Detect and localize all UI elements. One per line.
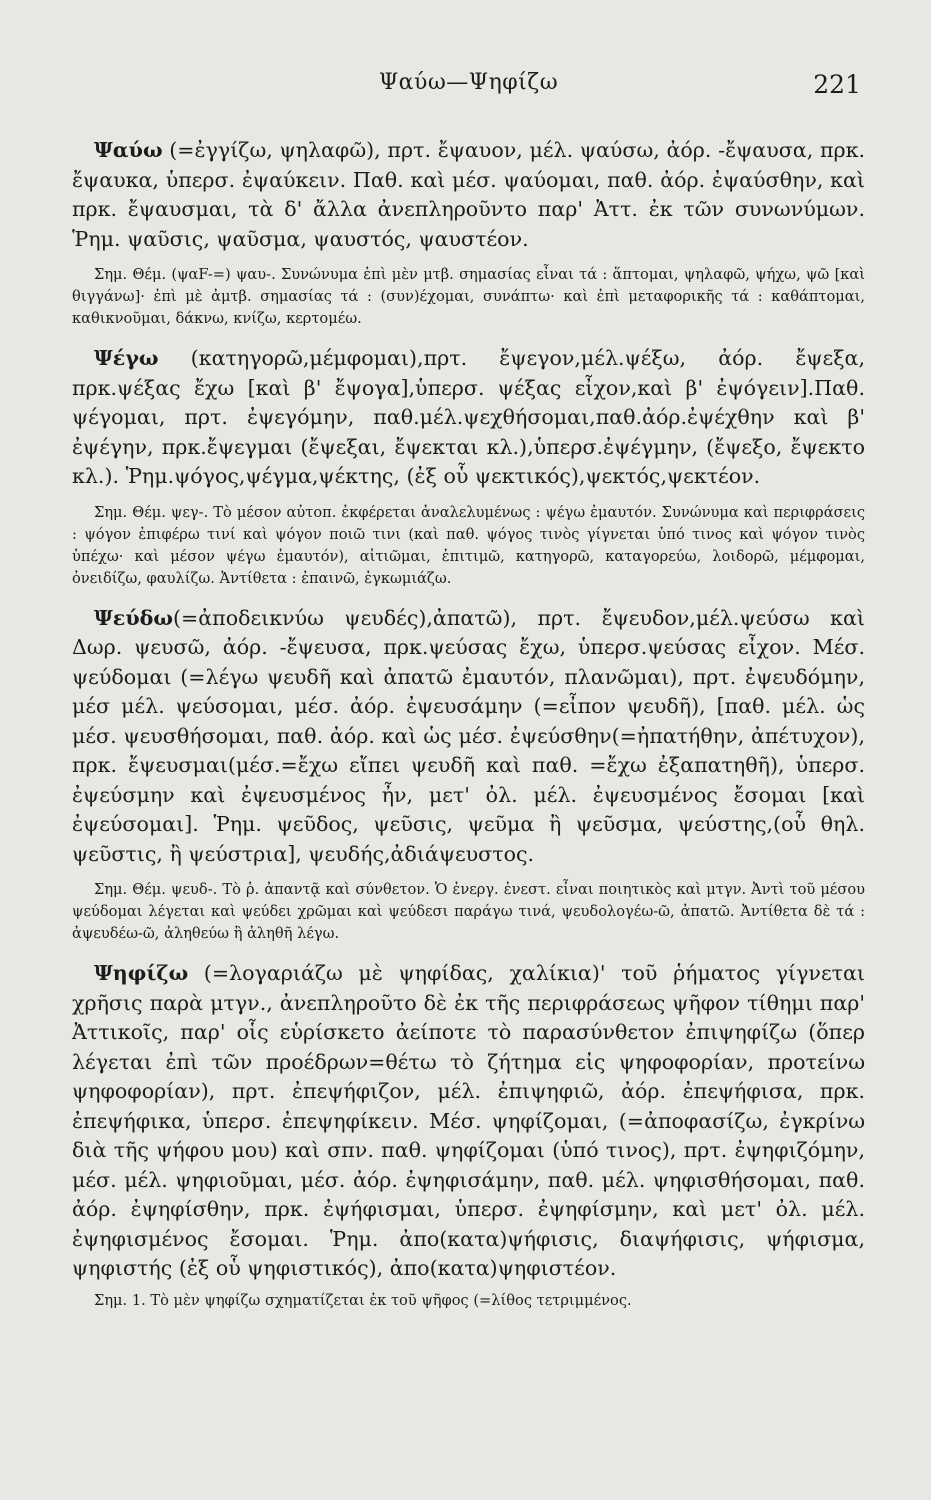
- note-pseudo: Σημ. Θέμ. ψευδ-. Τὸ ῥ. ἀπαντᾷ καὶ σύνθετον. Ὁ ἐνεργ. ἐνεστ. εἶναι ποιητικὸς καὶ μτγν. Ἀντὶ τοῦ μέσου ψεύδομαι λέγεται καὶ ψεύδει χρῶμαι καὶ ψεύδεσι παράγω τινά, ψευδολογέω-ῶ, ἀπατῶ. Ἀντίθετα δὲ τά : ἀψευδέω-ῶ, ἀληθεύω ἢ ἀληθῆ λέγω.: [72, 881, 865, 942]
- entry-psephizo: [72, 959, 865, 1284]
- note-psephizo: Σημ. 1. Τὸ μὲν ψηφίζω σχηματίζεται ἐκ τοῦ ψῆφος (=λίθος τετριμμένος.: [94, 1291, 632, 1309]
- entry-lemma: Ψεύδω: [94, 605, 173, 630]
- note-psauo: Σημ. Θέμ. (ψαF-=) ψαυ-. Συνώνυμα ἐπὶ μὲν μτβ. σημασίας εἶναι τά : ἅπτομαι, ψηλαφῶ, ψήχω, ψῶ [καὶ θιγγάνω]· ἐπὶ μὲ ἀμτβ. σημασίας τά : (συν)έχομαι, συνάπτω· καὶ ἐπὶ μεταφορικῆς τά : καθάπτομαι, καθικνοῦμαι, δάκνω, κνίζω, κερτομέω.: [72, 266, 865, 327]
- running-title: Ψαύω—Ψηφίζω: [378, 70, 559, 95]
- entry-lemma: Ψαύω: [94, 138, 163, 162]
- page-header: [72, 70, 865, 110]
- page-number: 221: [813, 70, 861, 99]
- entry-text: (=λογαριάζω μὲ ψηφίδας, χαλίκια)' τοῦ ῥήματος γίγνεται χρῆσις παρὰ μτγν., ἀνεπληροῦτο δὲ ἐκ τῆς περιφράσεως ψῆφον τίθημι παρ' Ἀττικοῖς, παρ' οἷς εὑρίσκετο ἀείποτε τὸ παρασύνθετον ἐπιψηφίζω (ὅπερ λέγεται ἐπὶ τῶν προέδρων=θέτω τὸ ζήτημα εἰς ψηφοφορίαν, προτείνω ψηφοφορίαν), πρτ. ἐπεψήφιζον, μέλ. ἐπιψηφιῶ, ἀόρ. ἐπεψήφισα, πρκ. ἐπεψήφικα, ὑπερσ. ἐπεψηφίκειν. Μέσ. ψηφίζομαι, (=ἀποφασίζω, ἐγκρίνω διὰ τῆς ψήφου μου) καὶ σπν. παθ. ψηφίζομαι (ὑπό τινος), πρτ. ἐψηφιζόμην, μέσ. μέλ. ψηφιοῦμαι, μέσ. ἀόρ. ἐψηφισάμην, παθ. μέλ. ψηφισθήσομαι, παθ. ἀόρ. ἐψηφίσθην, πρκ. ἐψήφισμαι, ὑπερσ. ἐψηφίσμην, καὶ μετ' ὀλ. μέλ. ἐψηφισμένος ἔσομαι. Ῥημ. ἀπο(κατα)ψήφισις, διαψήφισις, ψήφισμα, ψηφιστής (ἐξ οὗ ψηφιστικός), ἀπο(κατα)ψηφιστέον.: [72, 961, 865, 1280]
- entry-pseudo: [72, 604, 865, 870]
- entry-text: (=ἀποδεικνύω ψευδές),ἀπατῶ), πρτ. ἔψευδον,μέλ.ψεύσω καὶ Δωρ. ψευσῶ, ἀόρ. -ἔψευσα, πρκ.ψεύσας ἔχω, ὑπερσ.ψεύσας εἶχον. Μέσ. ψεύδομαι (=λέγω ψευδῆ καὶ ἀπατῶ ἐμαυτόν, πλανῶμαι), πρτ. ἐψευδόμην, μέσ μέλ. ψεύσομαι, μέσ. ἀόρ. ἐψευσάμην (=εἶπον ψευδῆ), [παθ. μέλ. ὡς μέσ. ψευσθήσομαι, παθ. ἀόρ. καὶ ὡς μέσ. ἐψεύσθην(=ἠπατήθην, ἀπέτυχον), πρκ. ἔψευσμαι(μέσ.=ἔχω εἴπει ψευδῆ καὶ παθ. =ἔχω ἐξαπατηθῆ), ὑπερσ. ἐψεύσμην καὶ ἐψευσμένος ἦν, μετ' ὀλ. μέλ. ἐψευσμένος ἔσομαι [καὶ ἐψεύσομαι]. Ῥημ. ψεῦδος, ψεῦσις, ψεῦμα ἢ ψεῦσμα, ψεύστης,(οὗ θηλ. ψεῦστις, ἢ ψεύστρια], ψευδής,ἀδιάψευστος.: [72, 605, 865, 866]
- entry-psego: [72, 344, 865, 492]
- entry-text: (=ἐγγίζω, ψηλαφῶ), πρτ. ἔψαυον, μέλ. ψαύσω, ἀόρ. -ἔψαυσα, πρκ. ἔψαυκα, ὑπερσ. ἐψαύκειν. Παθ. καὶ μέσ. ψαύομαι, παθ. ἀόρ. ἐψαύσθην, καὶ πρκ. ἔψαυσμαι, τὰ δ' ἄλλα ἀνεπληροῦντο παρ' Ἀττ. ἐκ τῶν συνωνύμων. Ῥημ. ψαῦσις, ψαῦσμα, ψαυστός, ψαυστέον.: [72, 138, 865, 251]
- entry-psauo: [72, 136, 865, 254]
- entry-lemma: Ψέγω: [94, 346, 159, 370]
- entry-lemma: Ψηφίζω: [94, 961, 189, 985]
- note-psego: Σημ. Θέμ. ψεγ-. Τὸ μέσον αὐτοπ. ἐκφέρεται ἀναλελυμένως : ψέγω ἐμαυτόν. Συνώνυμα καὶ περιφράσεις : ψόγον ἐπιφέρω τινί καὶ ψόγον ποιῶ τινι (καὶ παθ. ψόγος τινὸς γίγνεται ὑπό τινος καὶ ψόγον τινὸς ὑπέχω· καὶ μέσον ψέγω ἐμαυτόν), αἰτιῶμαι, ἐπιτιμῶ, κατηγορῶ, καταγορεύω, λοιδορῶ, μέμφομαι, ὀνειδίζω, φαυλίζω. Ἀντίθετα : ἐπαινῶ, ἐγκωμιάζω.: [72, 503, 865, 587]
- entry-text: (κατηγορῶ,μέμφομαι),πρτ. ἔψεγον,μέλ.ψέξω, ἀόρ. ἔψεξα, πρκ.ψέξας ἔχω [καὶ β' ἔψογα],ὑπερσ. ψέξας εἶχον,καὶ β' ἐψόγειν].Παθ. ψέγομαι, πρτ. ἐψεγόμην, παθ.μέλ.ψεχθήσομαι,παθ.ἀόρ.ἐψέχθην καὶ β' ἐψέγην, πρκ.ἔψεγμαι (ἔψεξαι, ἔψεκται κλ.),ὑπερσ.ἐψέγμην, (ἔψεξο, ἔψεκτο κλ.). Ῥημ.ψόγος,ψέγμα,ψέκτης, (ἐξ οὗ ψεκτικός),ψεκτός,ψεκτέον.: [72, 346, 865, 488]
